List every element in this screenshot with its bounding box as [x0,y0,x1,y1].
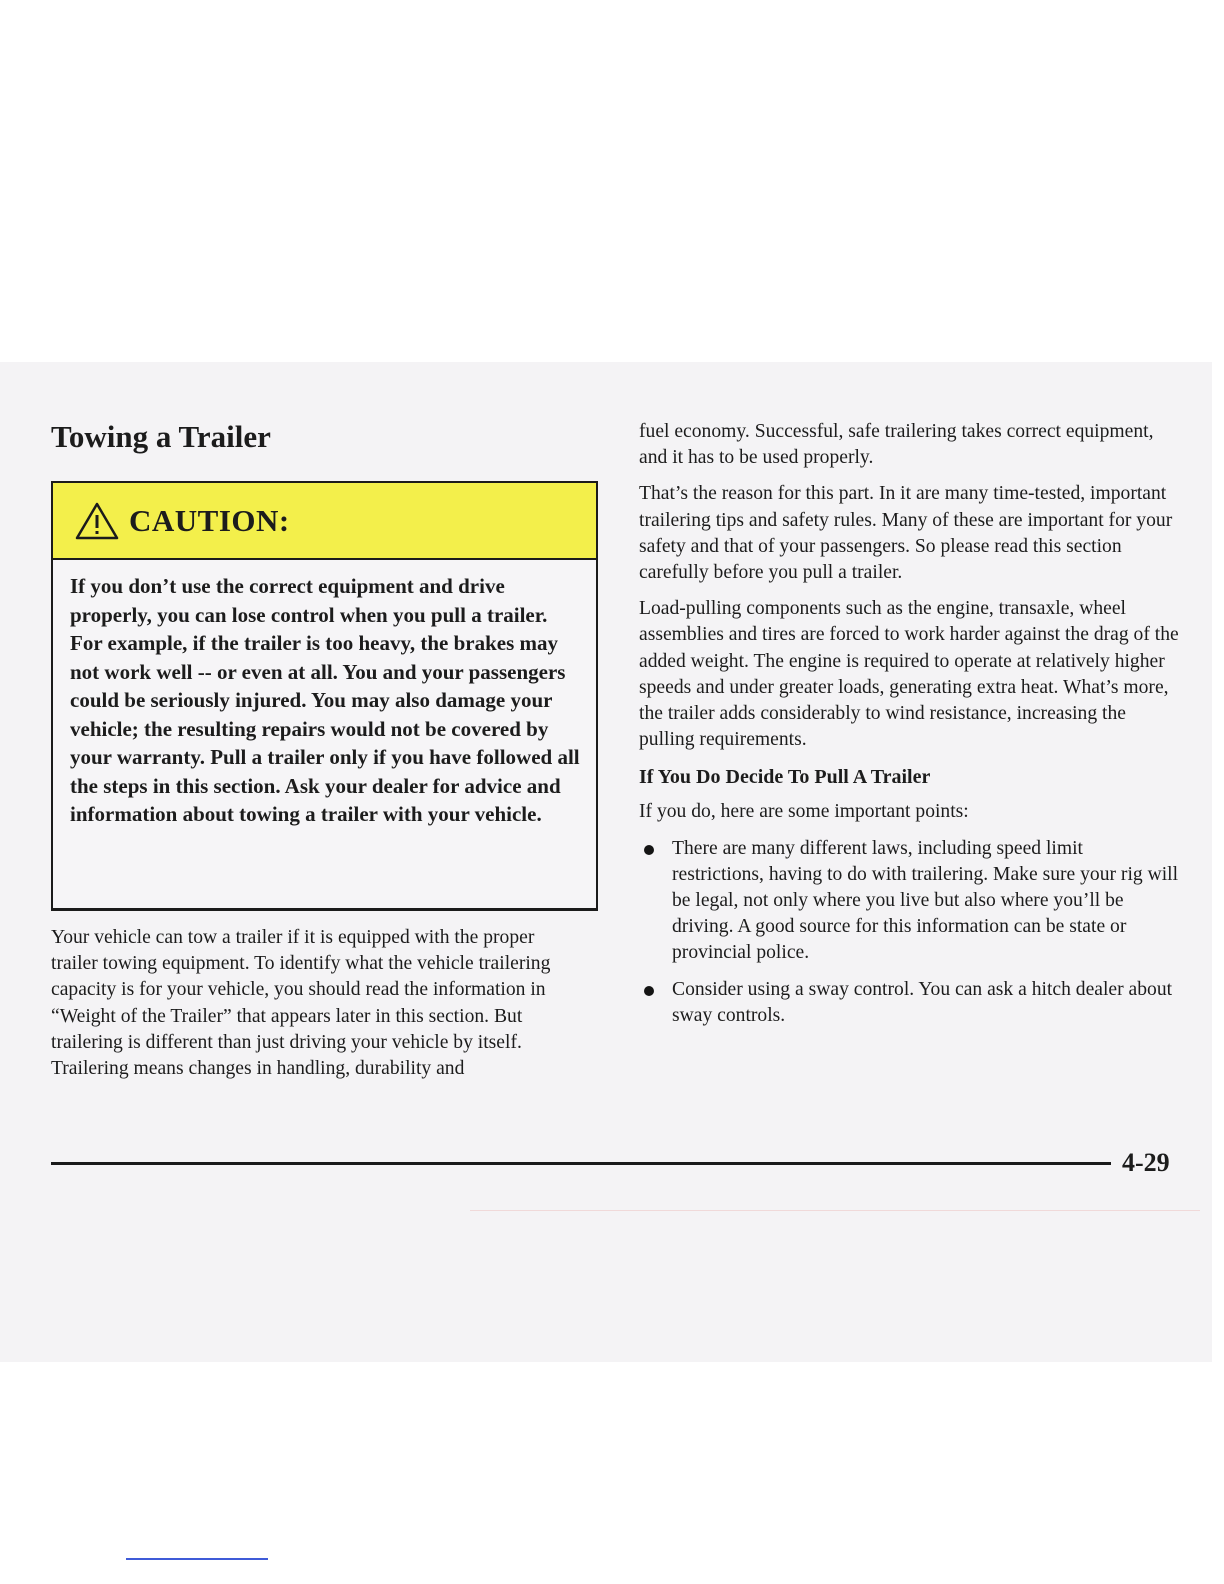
caution-box [51,481,598,911]
caution-label: CAUTION: [129,502,290,538]
intro-paragraph: Your vehicle can tow a trailer if it is equipped with the proper trailer towing equipment. To identify what the vehicle trailering capacity is for your vehicle, you should read the information in “Weight of the Trailer” that appears later in this section. But trailering is different than just driving your vehicle by itself. Trailering means changes in handling, durability and [51,927,551,1080]
bullet-icon [644,845,654,855]
caution-text: If you don’t use the correct equipment and drive properly, you can lose control when you pull a trailer. For example, if the trailer is too heavy, the brakes may not work well -- or even at all. You and your passengers could be seriously injured. You may also damage your vehicle; the resulting repairs would not be covered by your warranty. Pull a trailer only if you have followed all the steps in this section. Ask your dealer for advice and information about towing a trailer with your vehicle. [70,574,580,826]
list-item [639,836,1179,967]
load-paragraph: Load-pulling components such as the engine, transaxle, wheel assemblies and tires are forced to work harder against the drag of the added weight. The engine is required to operate at relatively higher speeds and under greater loads, generating extra heat. What’s more, the trailer adds considerably to wind resistance, increasing the pulling requirements. [639,598,1179,751]
warning-triangle-icon [75,502,119,540]
page-number: 4-29 [1122,1148,1170,1177]
right-column [639,419,1179,1039]
caution-header [53,483,596,560]
section-title: Towing a Trailer [51,419,271,454]
continuation-paragraph: fuel economy. Successful, safe trailering takes correct equipment, and it has to be used properly. [639,421,1154,469]
scan-artifact-line [470,1210,1200,1211]
bullet-text: There are many different laws, including speed limit restrictions, having to do with trailering. Make sure your rig will be legal, not only where you live but also where you’ll be driving. A good source for this information can be state or provincial police. [672,837,1179,964]
reason-paragraph: That’s the reason for this part. In it are many time-tested, important trailering tips and safety rules. Many of these are important for your safety and that of your passengers. So please read this section carefully before you pull a trailer. [639,483,1173,584]
footer-rule [51,1162,1111,1165]
link-underline [126,1558,268,1560]
list-item [639,977,1179,1029]
bullet-list [639,836,1179,1029]
subheading: If You Do Decide To Pull A Trailer [639,766,931,789]
lead-in-text: If you do, here are some important points: [639,801,969,823]
bullet-text: Consider using a sway control. You can ask a hitch dealer about sway controls. [672,978,1173,1026]
bullet-icon [644,986,654,996]
